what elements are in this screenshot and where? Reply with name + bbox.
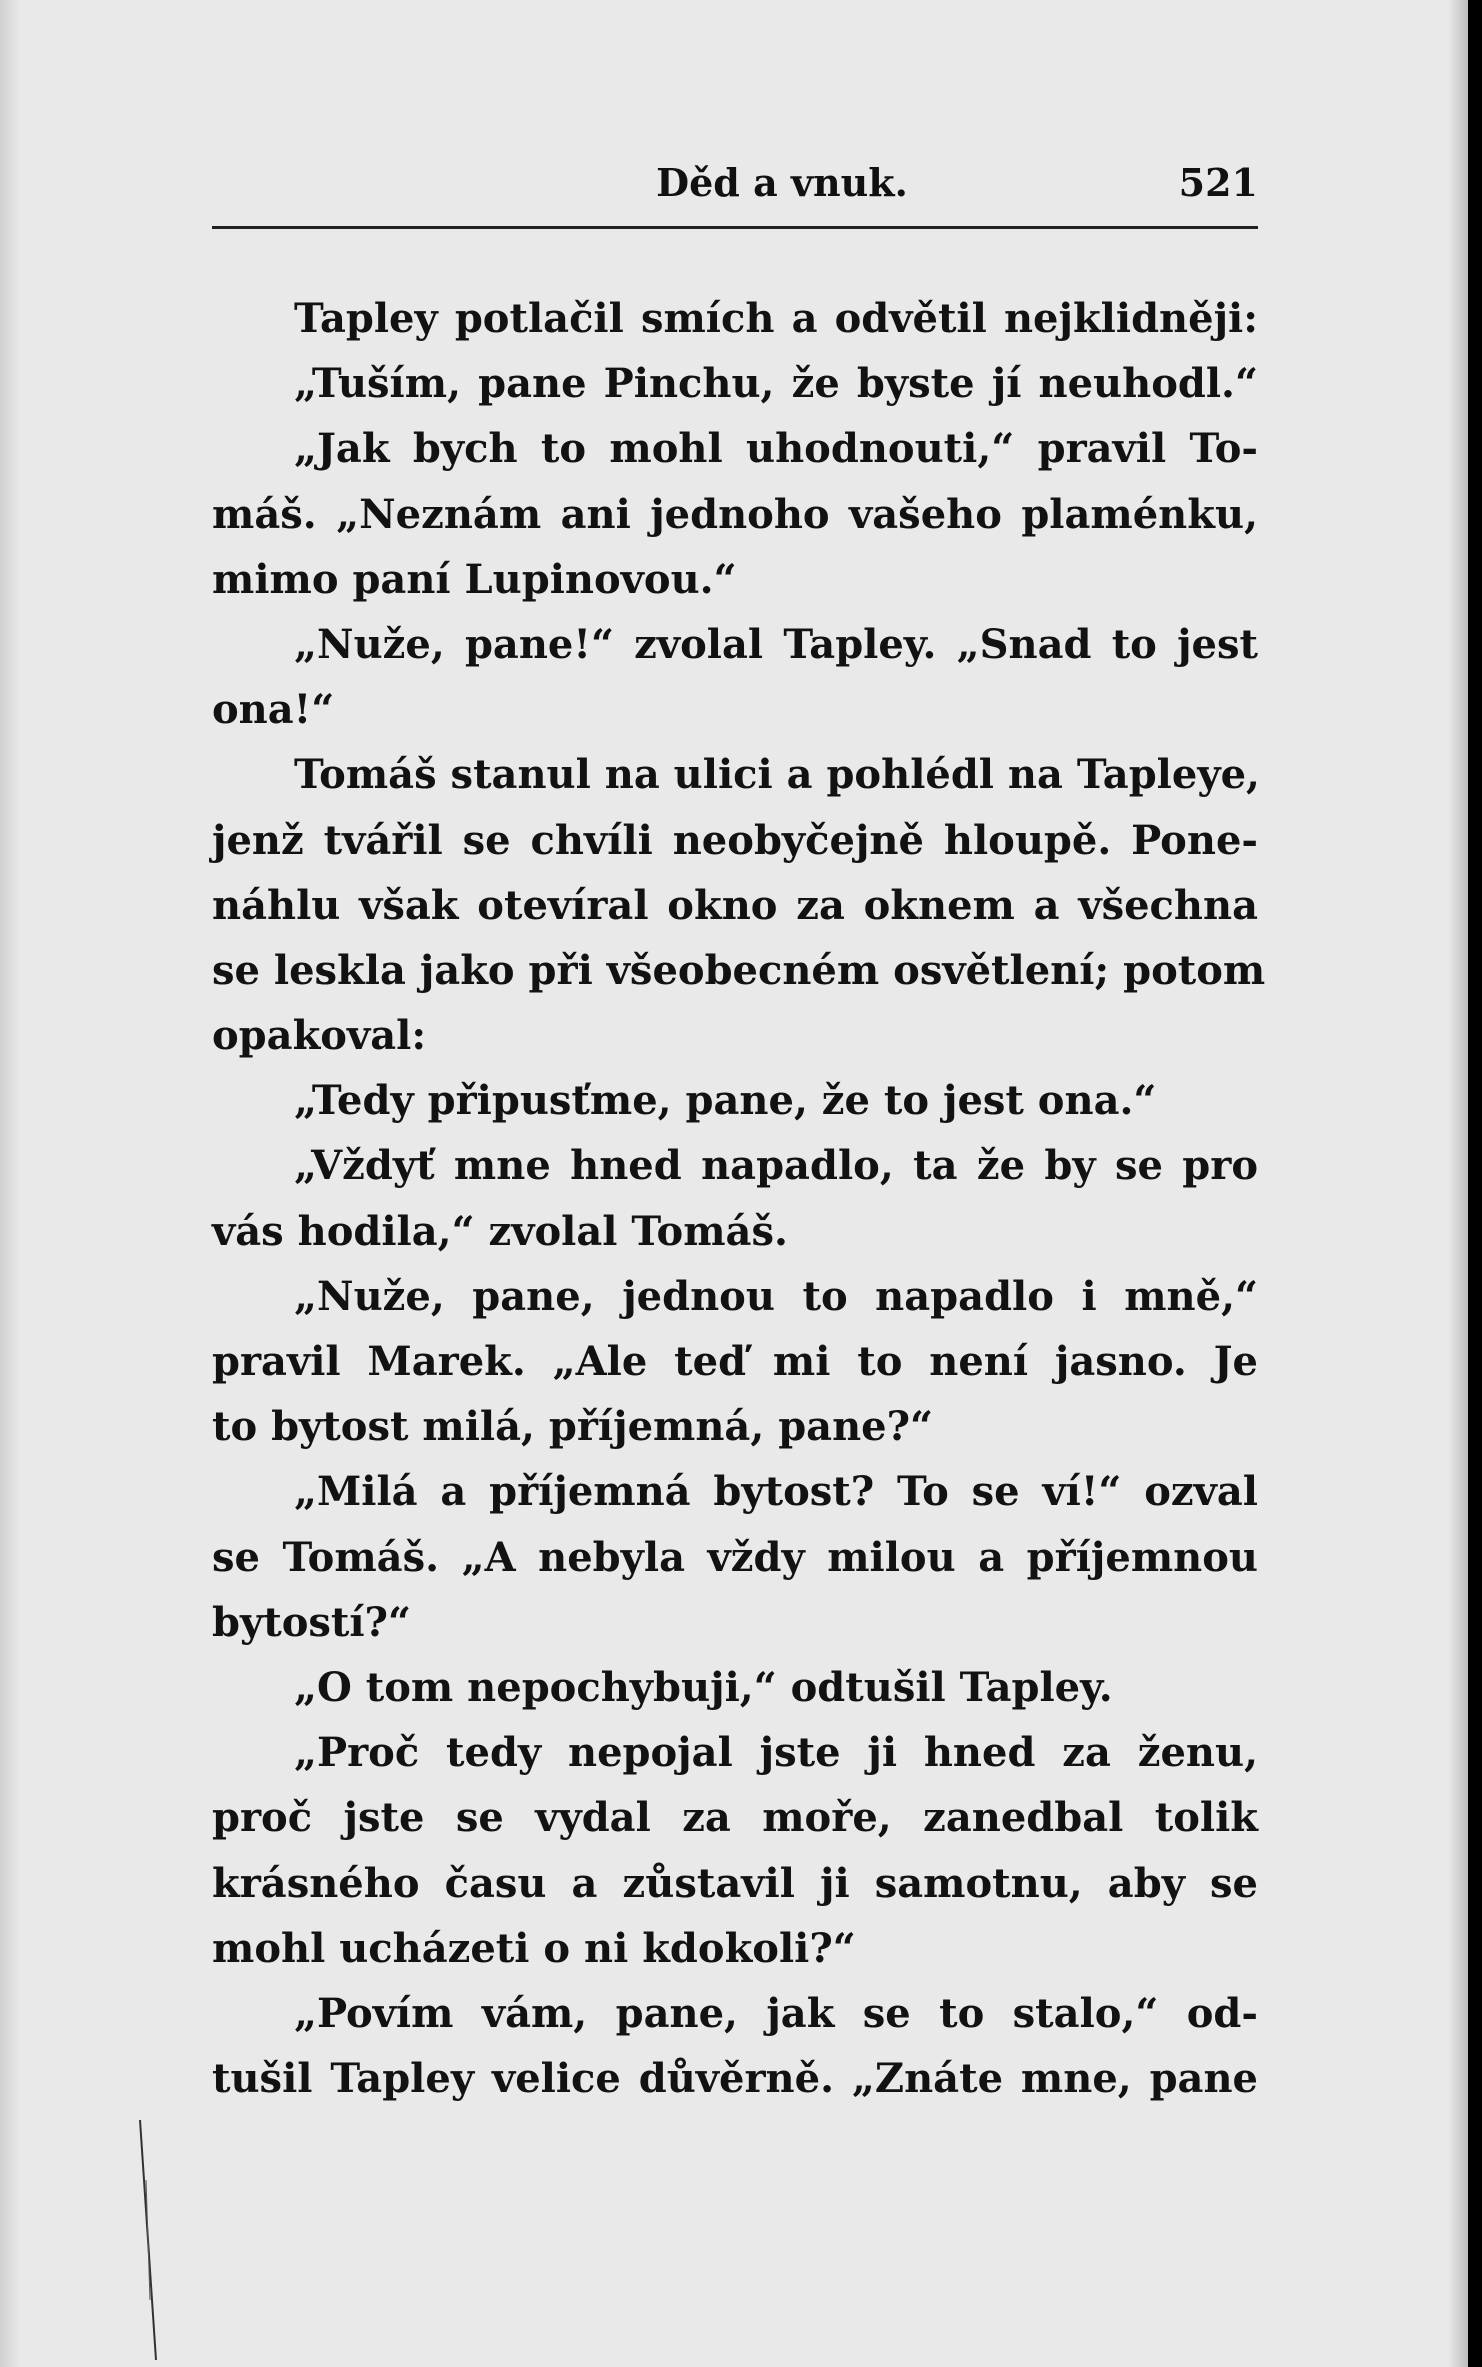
text-line: mimo paní Lupinovou.“: [212, 555, 737, 603]
text-line: „Tedy připusťme, pane, že to jest ona.“: [294, 1077, 1157, 1125]
page-number: 521: [1178, 160, 1258, 205]
page-right-edge: [1448, 0, 1468, 2367]
text-line: to bytost milá, příjemná, pane?“: [212, 1403, 934, 1451]
text-line: krásného času a zůstavil ji samotnu, aby se: [212, 1859, 1258, 1907]
page-gutter-shadow: [0, 0, 20, 2367]
text-line: „Jak bych to mohl uhodnouti,“ pravil To-: [294, 425, 1258, 473]
text-line: náhlu však otevíral okno za oknem a všechna: [212, 881, 1258, 929]
text-line: máš. „Neznám ani jednoho vašeho plaménku,: [212, 490, 1258, 538]
text-line: proč jste se vydal za moře, zanedbal tolik: [212, 1794, 1258, 1842]
text-line: mohl ucházeti o ni kdokoli?“: [212, 1924, 856, 1972]
text-line: jenž tvářil se chvíli neobyčejně hloupě. Pone-: [212, 816, 1258, 864]
text-line: „Vždyť mne hned napadlo, ta že by se pro: [294, 1142, 1258, 1190]
text-line: „Nuže, pane!“ zvolal Tapley. „Snad to jest: [294, 620, 1258, 668]
text-line: pravil Marek. „Ale teď mi to není jasno. Je: [212, 1338, 1258, 1385]
text-line: opakoval:: [212, 1012, 427, 1060]
header-rule: [212, 226, 1258, 229]
scratch-mark: [138, 2120, 166, 2360]
text-line: tušil Tapley velice důvěrně. „Znáte mne, pane: [212, 2055, 1258, 2103]
running-head: Děd a vnuk.: [656, 160, 908, 205]
text-line: „Tuším, pane Pinchu, že byste jí neuhodl.“: [294, 360, 1258, 408]
text-line: ona!“: [212, 686, 335, 734]
text-line: se Tomáš. „A nebyla vždy milou a příjemnou: [212, 1533, 1258, 1581]
text-line: „Nuže, pane, jednou to napadlo i mně,“: [294, 1272, 1258, 1320]
text-line: „Proč tedy nepojal jste ji hned za ženu,: [294, 1729, 1258, 1777]
text-line: bytostí?“: [212, 1598, 412, 1646]
text-line: „Povím vám, pane, jak se to stalo,“ od-: [294, 1989, 1258, 2037]
body-text: [212, 286, 1266, 2111]
text-line: „O tom nepochybuji,“ odtušil Tapley.: [294, 1663, 1113, 1711]
page-header: [212, 160, 1258, 220]
text-line: „Milá a příjemná bytost? To se ví!“ ozval: [294, 1468, 1258, 1516]
text-line: Tomáš stanul na ulici a pohlédl na Tapleye,: [294, 751, 1260, 799]
text-line: se leskla jako při všeobecném osvětlení; potom: [212, 946, 1266, 994]
text-line: Tapley potlačil smích a odvětil nejklidněji:: [294, 295, 1258, 342]
text-line: vás hodila,“ zvolal Tomáš.: [212, 1207, 788, 1255]
